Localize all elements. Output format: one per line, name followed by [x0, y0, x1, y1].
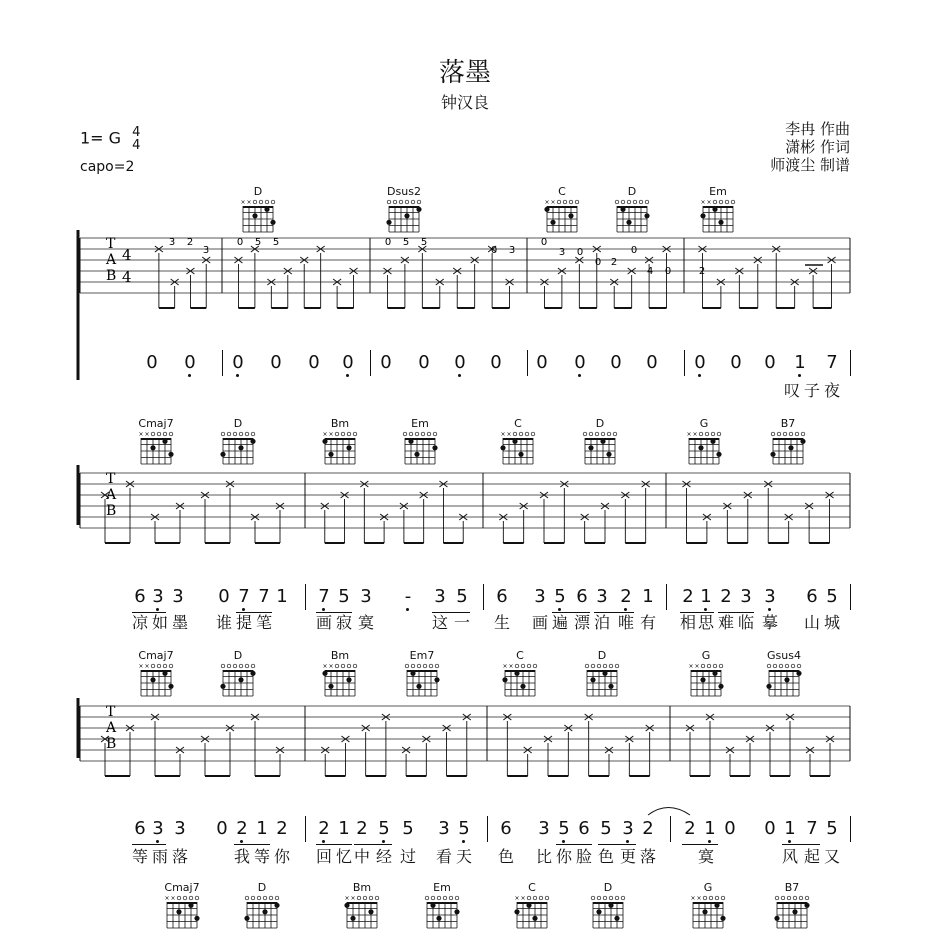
chord-name: Cmaj7	[138, 417, 174, 430]
numbered-note: 5	[338, 586, 350, 607]
numbered-note: 2	[356, 818, 368, 839]
lyric-char: 山	[803, 613, 820, 632]
numbered-note: 0	[610, 352, 622, 373]
numbered-barline	[483, 584, 484, 610]
tab-clef-letter: A	[106, 720, 117, 736]
lyric-char: 临	[737, 613, 754, 632]
numbered-note: 3	[172, 586, 184, 607]
chord-name: D	[257, 881, 267, 894]
numbered-note: 3	[619, 818, 637, 840]
lyric-char: 凉	[131, 613, 148, 632]
chord-name: D	[233, 417, 243, 430]
numbered-note: 0	[216, 818, 228, 839]
chord-diagram	[381, 186, 427, 234]
numbered-note: 0	[490, 352, 502, 373]
chord-name: D	[603, 881, 613, 894]
lyric-char: 如	[151, 613, 168, 632]
lyric-char: 画	[315, 613, 332, 632]
fret-number: 0	[664, 266, 672, 277]
chord-name: Bm	[352, 881, 372, 894]
numbered-note: 7	[806, 818, 818, 839]
chord-diagram	[769, 882, 815, 930]
lyric-char: 寞	[697, 847, 714, 866]
chord-grid	[422, 894, 462, 930]
svg-text:×: ×	[170, 895, 176, 902]
chord-diagram	[609, 186, 655, 234]
chord-grid	[342, 894, 382, 930]
lyric-char: 脸	[575, 847, 592, 866]
numbered-note: 1	[642, 586, 654, 607]
numbered-barline	[684, 350, 685, 376]
transcriber-credit: 师渡尘 制谱	[770, 156, 850, 174]
numbered-note: 6	[496, 586, 508, 607]
slur	[648, 808, 690, 816]
fret-number: 2	[186, 237, 194, 248]
chord-name: C	[558, 185, 566, 198]
numbered-note: 2	[642, 818, 654, 839]
chord-grid	[612, 198, 652, 234]
chord-grid	[498, 430, 538, 466]
numbered-note: 3	[434, 586, 446, 607]
numbered-note: 0	[146, 352, 158, 373]
numbered-note: 0	[451, 352, 469, 374]
chord-name: B7	[780, 417, 796, 430]
numbered-note: 0	[181, 352, 199, 374]
fret-number: 3	[202, 245, 210, 256]
tab-clef-letter: B	[106, 503, 117, 519]
fret-number: 0	[490, 245, 498, 256]
chord-name: Em	[411, 417, 429, 430]
singer-name: 钟汉良	[440, 93, 489, 112]
lyric-char: 我	[233, 847, 250, 866]
numbered-note: 3	[149, 818, 167, 840]
svg-text:×: ×	[700, 199, 706, 206]
numbered-barline	[305, 584, 306, 610]
lyric-char: 笔	[255, 613, 272, 632]
svg-text:×: ×	[322, 431, 328, 438]
lyric-char: 泊	[593, 613, 610, 632]
tab-clef-letter: T	[106, 704, 116, 720]
lyric-char: 中	[353, 847, 370, 866]
numbered-barline	[670, 816, 671, 842]
chord-name: C	[528, 881, 536, 894]
chord-diagram	[419, 882, 465, 930]
chord-name: D	[253, 185, 263, 198]
numbered-note: 0	[418, 352, 430, 373]
time-bottom: 4	[132, 138, 141, 153]
chord-diagram	[317, 418, 363, 466]
numbered-note: 5	[826, 586, 838, 607]
svg-text:×: ×	[246, 199, 252, 206]
numbered-note: 1	[701, 818, 719, 840]
numbered-note: 6	[576, 586, 588, 607]
numbered-barline	[527, 350, 528, 376]
chord-name: Bm	[330, 417, 350, 430]
svg-text:×: ×	[138, 431, 144, 438]
numbered-note: 1	[338, 818, 350, 839]
numbered-note: 1	[697, 586, 715, 608]
lyric-char: 有	[639, 613, 656, 632]
numbered-note: 6	[134, 586, 146, 607]
tab-clef-letter: A	[106, 252, 117, 268]
numbered-note: 2	[682, 586, 694, 607]
tab-time-sig: 4	[122, 268, 132, 286]
chord-diagram	[539, 186, 585, 234]
numbered-barline	[487, 816, 488, 842]
lyric-char: 风	[781, 847, 798, 866]
numbered-barline	[370, 350, 371, 376]
chord-name: G	[703, 881, 713, 894]
chord-diagram	[339, 882, 385, 930]
numbered-note: 1	[781, 818, 799, 840]
numbered-note: 2	[617, 586, 635, 608]
chord-diagram	[317, 650, 363, 698]
lyric-char: 又	[823, 847, 840, 866]
numbered-barline	[666, 584, 667, 610]
numbered-note: 5	[375, 818, 393, 840]
chord-diagram	[577, 418, 623, 466]
key-label: 1= G	[80, 128, 122, 148]
fret-number: 0	[630, 245, 638, 256]
lyric-char: 提	[235, 613, 252, 632]
chord-diagram	[495, 418, 541, 466]
chord-diagram	[509, 882, 555, 930]
chord-diagram	[399, 650, 445, 698]
lyric-char: 画	[531, 613, 548, 632]
numbered-note: 0	[229, 352, 247, 374]
numbered-note: 0	[571, 352, 589, 374]
lyric-char: 这	[431, 613, 448, 632]
numbered-note: 3	[538, 818, 550, 839]
numbered-note: 6	[578, 818, 590, 839]
chord-grid	[218, 430, 258, 466]
svg-text:×: ×	[690, 895, 696, 902]
numbered-note: 5	[600, 818, 612, 839]
chord-grid	[768, 430, 808, 466]
numbered-barline	[850, 350, 851, 376]
svg-text:×: ×	[240, 199, 246, 206]
lyric-char: 落	[171, 847, 188, 866]
chord-name: G	[699, 417, 709, 430]
svg-text:×: ×	[506, 431, 512, 438]
lyric-char: 思	[697, 613, 714, 632]
svg-text:×: ×	[694, 663, 700, 670]
numbered-note: 5	[455, 818, 473, 840]
lyric-char: 遍	[551, 613, 568, 632]
chord-diagram	[497, 650, 543, 698]
numbered-note: 0	[536, 352, 548, 373]
lyric-char: 天	[455, 847, 472, 866]
tab-clef-letter: B	[106, 268, 117, 284]
chord-diagram	[215, 650, 261, 698]
svg-text:×: ×	[692, 431, 698, 438]
chord-diagram	[159, 882, 205, 930]
lyric-char: 落	[639, 847, 656, 866]
numbered-note: 2	[233, 818, 251, 840]
chord-grid	[500, 662, 540, 698]
lyric-char: 色	[597, 847, 614, 866]
chord-name: Gsus4	[767, 649, 801, 662]
lyric-char: 摹	[761, 613, 778, 632]
chord-grid	[384, 198, 424, 234]
lyric-char: 比	[535, 847, 552, 866]
lyric-char: 雨	[151, 847, 168, 866]
fret-number: 0	[576, 247, 584, 258]
fret-number: 0	[236, 237, 244, 248]
numbered-note: -	[399, 586, 417, 608]
chord-diagram	[681, 418, 727, 466]
lyric-char: 过	[399, 847, 416, 866]
svg-text:×: ×	[322, 663, 328, 670]
svg-text:×: ×	[138, 663, 144, 670]
composer-credit: 李冉 作曲	[785, 120, 850, 138]
svg-text:×: ×	[344, 895, 350, 902]
numbered-note: 7	[235, 586, 253, 608]
lyricist-credit: 潇彬 作词	[785, 138, 850, 156]
svg-text:×: ×	[520, 895, 526, 902]
numbered-note: 5	[456, 586, 468, 607]
numbered-note: 0	[764, 352, 776, 373]
chord-diagram	[683, 650, 729, 698]
svg-text:×: ×	[328, 663, 334, 670]
chord-name: Cmaj7	[164, 881, 200, 894]
chord-grid	[162, 894, 202, 930]
chord-name: D	[597, 649, 607, 662]
fret-number: 0	[384, 237, 392, 248]
numbered-note: 3	[761, 586, 779, 608]
chord-diagram	[397, 418, 443, 466]
numbered-note: 5	[551, 586, 569, 608]
tab-clef-letter: T	[106, 471, 116, 487]
lyric-char: 相	[679, 613, 696, 632]
svg-text:×: ×	[508, 663, 514, 670]
chord-name: C	[514, 417, 522, 430]
numbered-note: 0	[646, 352, 658, 373]
numbered-note: 5	[826, 818, 838, 839]
lyric-char: 回	[315, 847, 332, 866]
chord-name: Em7	[409, 649, 435, 662]
lyric-char: 寂	[335, 613, 352, 632]
chord-name: Dsus2	[387, 185, 421, 198]
chord-grid	[218, 662, 258, 698]
fret-number: 4	[646, 266, 654, 277]
chord-diagram	[235, 186, 281, 234]
fret-number: 5	[402, 237, 410, 248]
lyric-char: 你	[555, 847, 572, 866]
chord-grid	[588, 894, 628, 930]
chord-grid	[764, 662, 804, 698]
lyric-char: 起	[803, 847, 820, 866]
numbered-note: 0	[764, 818, 776, 839]
chord-grid	[772, 894, 812, 930]
chord-name: Em	[433, 881, 451, 894]
numbered-note: 6	[134, 818, 146, 839]
lyric-char: 一	[453, 613, 470, 632]
svg-text:×: ×	[544, 199, 550, 206]
lyric-char: 寞	[357, 613, 374, 632]
chord-diagram	[685, 882, 731, 930]
svg-text:×: ×	[550, 199, 556, 206]
numbered-note: 7	[258, 586, 270, 607]
fret-number: 2	[610, 257, 618, 268]
svg-text:×: ×	[164, 895, 170, 902]
chord-grid	[320, 430, 360, 466]
chord-name: Bm	[330, 649, 350, 662]
lyric-char: 生	[493, 613, 510, 632]
fret-number: 3	[168, 237, 176, 248]
numbered-note: 0	[380, 352, 392, 373]
capo-info: capo=2	[80, 159, 135, 175]
numbered-note: 0	[218, 586, 230, 607]
numbered-note: 0	[308, 352, 320, 373]
tab-clef-letter: B	[106, 736, 117, 752]
lyric-char: 经	[375, 847, 392, 866]
svg-text:×: ×	[500, 431, 506, 438]
numbered-note: 0	[724, 818, 736, 839]
lyric-char: 漂	[573, 613, 590, 632]
lyric-char: 等	[131, 847, 148, 866]
chord-name: Cmaj7	[138, 649, 174, 662]
tab-clef-letter: A	[106, 487, 117, 503]
lyric-char: 忆	[335, 847, 352, 866]
numbered-note: 5	[555, 818, 573, 840]
numbered-note: 2	[720, 586, 732, 607]
numbered-note: 2	[684, 818, 696, 839]
chord-grid	[686, 662, 726, 698]
numbered-note: 1	[791, 352, 809, 374]
chord-grid	[242, 894, 282, 930]
lyric-char: 城	[823, 613, 840, 632]
numbered-note: 6	[806, 586, 818, 607]
fret-number: 0	[540, 237, 548, 248]
svg-text:×: ×	[502, 663, 508, 670]
svg-text:×: ×	[144, 663, 150, 670]
chord-diagram	[579, 650, 625, 698]
lyric-char: 夜	[823, 381, 840, 400]
fret-number: 0	[594, 257, 602, 268]
lyric-char: 唯	[617, 613, 634, 632]
chord-grid	[698, 198, 738, 234]
lyric-char: 你	[273, 847, 290, 866]
svg-text:×: ×	[706, 199, 712, 206]
numbered-note: 0	[339, 352, 357, 374]
numbered-note: 1	[256, 818, 268, 839]
lyric-char: 更	[619, 847, 636, 866]
chord-diagram	[239, 882, 285, 930]
chord-grid	[136, 430, 176, 466]
numbered-note: 3	[174, 818, 186, 839]
lyric-char: 难	[717, 613, 734, 632]
chord-name: C	[516, 649, 524, 662]
fret-number: 3	[508, 245, 516, 256]
chord-diagram	[133, 650, 179, 698]
chord-grid	[238, 198, 278, 234]
lyric-char: 叹	[783, 381, 800, 400]
lyric-char: 子	[803, 381, 820, 400]
lyric-char: 墨	[171, 613, 188, 632]
chord-diagram	[215, 418, 261, 466]
numbered-note: 0	[270, 352, 282, 373]
numbered-barline	[222, 350, 223, 376]
chord-grid	[136, 662, 176, 698]
svg-text:×: ×	[688, 663, 694, 670]
lyric-char: 谁	[215, 613, 232, 632]
numbered-note: 3	[596, 586, 608, 607]
svg-text:×: ×	[144, 431, 150, 438]
numbered-note: 0	[730, 352, 742, 373]
numbered-note: 2	[315, 818, 333, 840]
chord-diagram	[585, 882, 631, 930]
lyric-char: 等	[253, 847, 270, 866]
svg-text:×: ×	[328, 431, 334, 438]
lyric-char: 看	[435, 847, 452, 866]
numbered-note: 3	[438, 818, 450, 839]
fret-number: 3	[558, 247, 566, 258]
numbered-barline	[850, 816, 851, 842]
numbered-note: 1	[276, 586, 288, 607]
tab-clef-letter: T	[106, 236, 116, 252]
chord-grid	[542, 198, 582, 234]
tab-time-sig: 4	[122, 246, 132, 264]
chord-grid	[320, 662, 360, 698]
numbered-note: 7	[826, 352, 838, 373]
numbered-note: 5	[402, 818, 414, 839]
svg-text:×: ×	[350, 895, 356, 902]
numbered-note: 3	[360, 586, 372, 607]
time-top: 4	[132, 125, 141, 140]
fret-number: 5	[272, 237, 280, 248]
svg-text:×: ×	[686, 431, 692, 438]
svg-text:×: ×	[696, 895, 702, 902]
fret-number: 5	[254, 237, 262, 248]
chord-diagram	[695, 186, 741, 234]
chord-grid	[688, 894, 728, 930]
chord-name: D	[233, 649, 243, 662]
numbered-note: 3	[149, 586, 167, 608]
numbered-note: 6	[500, 818, 512, 839]
chord-grid	[580, 430, 620, 466]
numbered-note: 7	[315, 586, 333, 608]
numbered-note: 3	[740, 586, 752, 607]
chord-grid	[512, 894, 552, 930]
chord-grid	[684, 430, 724, 466]
numbered-note: 2	[276, 818, 288, 839]
chord-name: B7	[784, 881, 800, 894]
numbered-barline	[305, 816, 306, 842]
svg-text:×: ×	[514, 895, 520, 902]
chord-grid	[582, 662, 622, 698]
lyric-char: 色	[497, 847, 514, 866]
chord-grid	[402, 662, 442, 698]
chord-name: D	[595, 417, 605, 430]
chord-diagram	[761, 650, 807, 698]
chord-grid	[400, 430, 440, 466]
fret-number: 2	[698, 266, 706, 277]
chord-name: G	[701, 649, 711, 662]
song-title: 落墨	[438, 58, 491, 88]
chord-diagram	[133, 418, 179, 466]
chord-diagram	[765, 418, 811, 466]
chord-name: D	[627, 185, 637, 198]
numbered-note: 0	[691, 352, 709, 374]
chord-name: Em	[709, 185, 727, 198]
fret-number: 5	[420, 237, 428, 248]
numbered-note: 3	[534, 586, 546, 607]
numbered-barline	[850, 584, 851, 610]
